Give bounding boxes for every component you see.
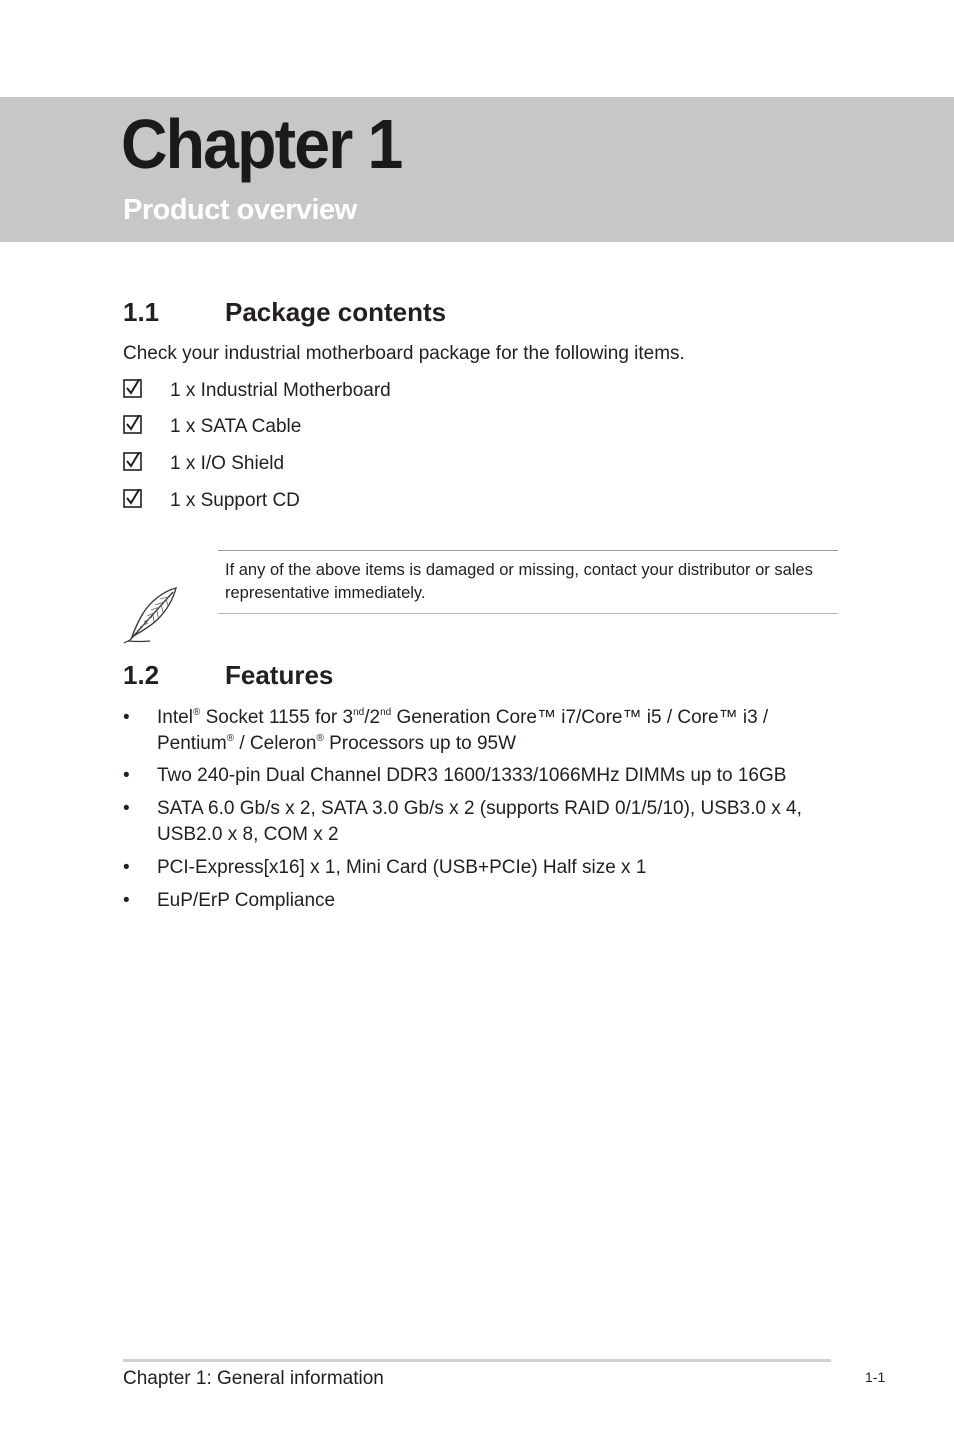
- registered-mark: ®: [192, 707, 201, 718]
- ordinal-suffix: nd: [380, 707, 392, 718]
- checked-box-icon: [123, 452, 142, 471]
- text-run: / Celeron: [234, 733, 317, 754]
- package-item: [123, 488, 300, 514]
- package-item: [123, 414, 301, 440]
- text-run: Generation Core™ i7/Core™ i5 / Core™ i3 /: [391, 707, 769, 728]
- feature-line: SATA 6.0 Gb/s x 2, SATA 3.0 Gb/s x 2 (supports RAID 0/1/5/10), USB3.0 x 4,: [157, 798, 802, 819]
- feature-line: USB2.0 x 8, COM x 2: [157, 824, 339, 845]
- feature-text: PCI-Express[x16] x 1, Mini Card (USB+PCIe) Half size x 1: [157, 857, 647, 878]
- bullet-marker: •: [123, 857, 130, 878]
- text-run: Pentium: [157, 733, 227, 754]
- bullet-marker: •: [123, 765, 130, 786]
- checked-box-icon: [123, 379, 142, 398]
- section-title: Features: [225, 660, 334, 690]
- feature-line: [157, 705, 857, 731]
- package-item-label: 1 x SATA Cable: [170, 416, 302, 437]
- checked-box-icon: [123, 415, 142, 434]
- feather-quill-icon: [120, 585, 182, 645]
- ordinal-suffix: nd: [353, 707, 365, 718]
- section-heading-features: [123, 659, 333, 691]
- package-item-label: 1 x Industrial Motherboard: [170, 380, 391, 401]
- package-item-label: 1 x I/O Shield: [170, 453, 285, 474]
- footer-chapter-label: Chapter 1: General information: [123, 1368, 384, 1389]
- note-text: If any of the above items is damaged or missing, contact your distributor or sales representative immediately.: [225, 561, 813, 602]
- feature-text: [157, 796, 857, 848]
- section-number: 1.1: [123, 297, 160, 327]
- text-run: Intel: [157, 707, 193, 728]
- bullet-marker: •: [123, 798, 130, 819]
- package-item: [123, 378, 391, 404]
- note-bottom-rule: [218, 613, 838, 614]
- section-heading-package-contents: [123, 296, 446, 328]
- section-number: 1.2: [123, 660, 160, 690]
- page-number: 1-1: [865, 1369, 886, 1385]
- chapter-title: Chapter 1: [121, 105, 402, 183]
- feature-text: EuP/ErP Compliance: [157, 890, 336, 911]
- feature-text: Two 240-pin Dual Channel DDR3 1600/1333/1066MHz DIMMs up to 16GB: [157, 765, 787, 786]
- registered-mark: ®: [316, 733, 324, 744]
- bullet-marker: •: [123, 890, 130, 911]
- text-run: Socket 1155 for 3: [200, 707, 354, 728]
- section-title: Package contents: [225, 297, 447, 327]
- package-intro: Check your industrial motherboard package for the following items.: [123, 343, 685, 364]
- note-top-rule: [218, 550, 838, 551]
- feature-text: [157, 705, 857, 757]
- package-item-label: 1 x Support CD: [170, 490, 300, 511]
- bullet-marker: •: [123, 707, 130, 728]
- chapter-subtitle: Product overview: [123, 194, 357, 226]
- footer-rule: [123, 1359, 831, 1362]
- text-run: Processors up to 95W: [323, 733, 517, 754]
- registered-mark: ®: [226, 733, 235, 744]
- checked-box-icon: [123, 489, 142, 508]
- package-item: [123, 451, 284, 477]
- feature-line: [157, 731, 857, 757]
- text-run: /2: [364, 707, 381, 728]
